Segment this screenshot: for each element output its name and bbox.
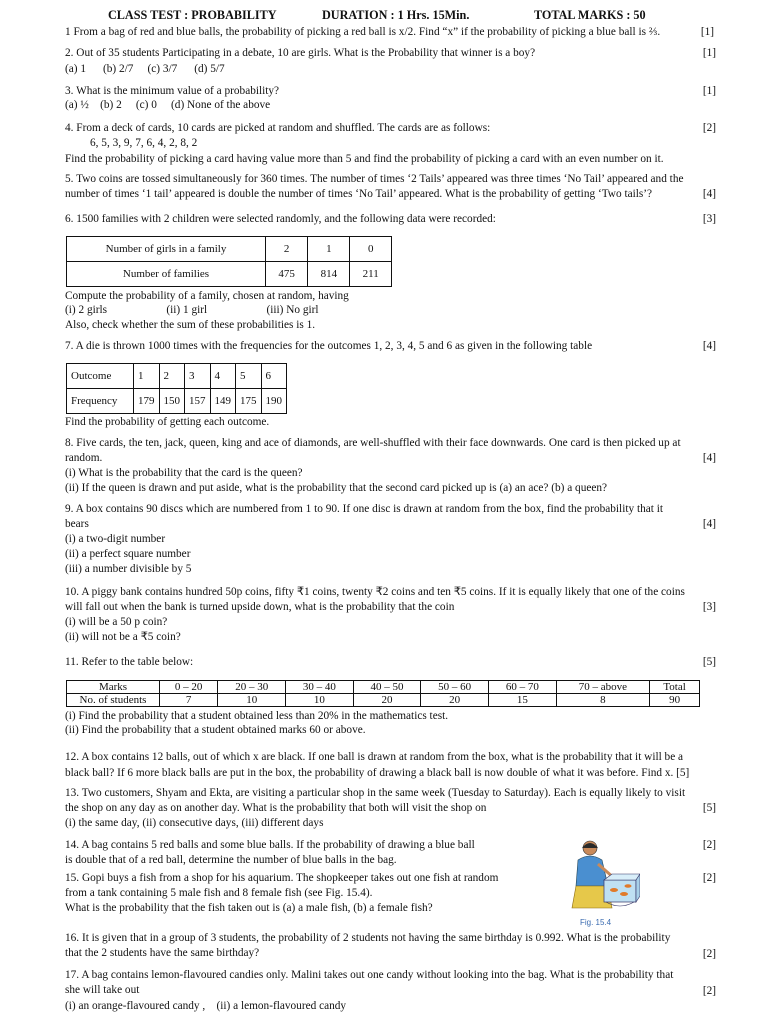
q14-line1: 14. A bag contains 5 red balls and some blue balls. If the probability of drawing a blue ball [65, 839, 475, 851]
q6-marks: [3] [702, 213, 716, 225]
table-cell: 30 – 40 [286, 681, 354, 694]
q6-after2: (i) 2 girls (ii) 1 girl (iii) No girl [65, 304, 319, 316]
test-title: CLASS TEST : PROBABILITY [108, 8, 277, 22]
q10-line2: will fall out when the bank is turned upside down, what is the probability that the coin [65, 601, 455, 613]
q13-sub: (i) the same day, (ii) consecutive days, (iii) different days [65, 817, 324, 829]
figure-caption: Fig. 15.4 [580, 918, 612, 927]
q8-sub1: (i) What is the probability that the card is the queen? [65, 467, 303, 479]
q3-marks: [1] [702, 85, 716, 97]
table-cell: 2 [266, 237, 308, 262]
q2-marks: [1] [702, 47, 716, 59]
q8-line2: random. [65, 452, 103, 464]
table-cell: 10 [286, 694, 354, 707]
q7-text: 7. A die is thrown 1000 times with the frequencies for the outcomes 1, 2, 3, 4, 5 and 6 as given in the following table [65, 340, 593, 352]
q15-marks: [2] [702, 872, 716, 884]
q17-marks: [2] [702, 985, 716, 997]
table-row [67, 694, 700, 707]
q12-line1: 12. A box contains 12 balls, out of which x are black. If one ball is drawn at random from the box, what is the probability that it will be a [65, 751, 684, 763]
q6-after1: Compute the probability of a family, chosen at random, having [65, 290, 349, 302]
table-cell: Frequency [67, 389, 134, 414]
q13-line2: the shop on any day as on another day. What is the probability that both will visit the shop on [65, 802, 487, 814]
q9-line2: bears [65, 518, 89, 530]
q5-marks: [4] [702, 188, 716, 200]
q17-line2: she will take out [65, 984, 140, 996]
q17-line1: 17. A bag contains lemon-flavoured candies only. Malini takes out one candy without looking into the bag. What is the probability that [65, 969, 674, 981]
table-cell: 70 – above [556, 681, 649, 694]
q8-line1: 8. Five cards, the ten, jack, queen, king and ace of diamonds, are well-shuffled with their face downwards. One card is then picked up at [65, 437, 681, 449]
q11-text: 11. Refer to the table below: [65, 656, 194, 668]
table-cell: 1 [134, 364, 160, 389]
q10-sub2: (ii) will not be a ₹5 coin? [65, 631, 181, 643]
q3-options: (a) ½ (b) 2 (c) 0 (d) None of the above [65, 99, 271, 111]
q8-sub2: (ii) If the queen is drawn and put aside, what is the probability that the second card picked up is (a) an ace? (b) a queen? [65, 482, 608, 494]
q10-marks: [3] [702, 601, 716, 613]
table-cell: 20 [353, 694, 421, 707]
q6-after3: Also, check whether the sum of these probabilities is 1. [65, 319, 316, 331]
table-cell: 3 [185, 364, 211, 389]
q10-sub1: (i) will be a 50 p coin? [65, 616, 168, 628]
q9-sub3: (iii) a number divisible by 5 [65, 563, 192, 575]
q8-marks: [4] [702, 452, 716, 464]
q9-sub1: (i) a two-digit number [65, 533, 166, 545]
table-cell: 50 – 60 [421, 681, 489, 694]
table-cell: 175 [236, 389, 262, 414]
table-cell: 149 [210, 389, 236, 414]
q11-sub1: (i) Find the probability that a student obtained less than 20% in the mathematics test. [65, 710, 449, 722]
q6-table [66, 236, 392, 287]
table-cell: 7 [160, 694, 218, 707]
q7-marks: [4] [702, 340, 716, 352]
table-cell: 8 [556, 694, 649, 707]
table-cell: 4 [210, 364, 236, 389]
q13-marks: [5] [702, 802, 716, 814]
q15-line3: What is the probability that the fish taken out is (a) a male fish, (b) a female fish? [65, 902, 433, 914]
table-cell: Marks [67, 681, 160, 694]
table-cell: 15 [488, 694, 556, 707]
table-cell: 157 [185, 389, 211, 414]
table-cell: 190 [261, 389, 287, 414]
q15-line2: from a tank containing 5 male fish and 8 female fish (see Fig. 15.4). [65, 887, 373, 899]
q6-text: 6. 1500 families with 2 children were selected randomly, and the following data were recorded: [65, 213, 496, 225]
table-cell: 179 [134, 389, 160, 414]
q13-line1: 13. Two customers, Shyam and Ekta, are visiting a particular shop in the same week (Tuesday to Saturday). Each is equally likely to visit [65, 787, 686, 799]
test-total-marks: TOTAL MARKS : 50 [534, 8, 646, 22]
table-cell: 2 [159, 364, 185, 389]
table-cell: 60 – 70 [488, 681, 556, 694]
table-cell: Outcome [67, 364, 134, 389]
table-cell: 0 [350, 237, 392, 262]
table-cell: 20 [421, 694, 489, 707]
q9-line1: 9. A box contains 90 discs which are numbered from 1 to 90. If one disc is drawn at random from the box, find the probability that it [65, 503, 663, 515]
table-cell: No. of students [67, 694, 160, 707]
table-cell: 814 [308, 262, 350, 287]
table-cell: 40 – 50 [353, 681, 421, 694]
table-cell: Total [650, 681, 700, 694]
q16-line1: 16. It is given that in a group of 3 students, the probability of 2 students not having the same birthday is 0.992. What is the probability [65, 932, 671, 944]
q2-options: (a) 1 (b) 2/7 (c) 3/7 (d) 5/7 [65, 63, 225, 75]
q4-cards: 6, 5, 3, 9, 7, 6, 4, 2, 8, 2 [90, 137, 198, 149]
table-cell: 1 [308, 237, 350, 262]
table-cell: Number of girls in a family [67, 237, 266, 262]
table-cell: 0 – 20 [160, 681, 218, 694]
shopkeeper-fish-tank-figure [568, 838, 640, 916]
table-row [67, 364, 287, 389]
q5-line2: number of times ‘1 tail’ appeared is double the number of times ‘No Tail’ appeared. What is the probability of getting ‘Two tails’? [65, 188, 653, 200]
q3-text: 3. What is the minimum value of a probability? [65, 85, 280, 97]
q1-marks: [1] [700, 26, 714, 38]
test-duration: DURATION : 1 Hrs. 15Min. [322, 8, 470, 22]
q4-marks: [2] [702, 122, 716, 134]
table-row [67, 237, 392, 262]
q7-table [66, 363, 287, 414]
q11-marks: [5] [702, 656, 716, 668]
q10-line1: 10. A piggy bank contains hundred 50p coins, fifty ₹1 coins, twenty ₹2 coins and ten ₹5 coins. If it is equally likely that one of the coins [65, 586, 685, 598]
q11-table [66, 680, 700, 707]
q14-marks: [2] [702, 839, 716, 851]
q7-after: Find the probability of getting each outcome. [65, 416, 270, 428]
q14-line2: is double that of a red ball, determine the number of blue balls in the bag. [65, 854, 397, 866]
q4-text: 4. From a deck of cards, 10 cards are picked at random and shuffled. The cards are as follows: [65, 122, 491, 134]
q2-text: 2. Out of 35 students Participating in a debate, 10 are girls. What is the Probability that winner is a boy? [65, 47, 536, 59]
table-cell: 150 [159, 389, 185, 414]
q16-marks: [2] [702, 948, 716, 960]
q11-sub2: (ii) Find the probability that a student obtained marks 60 or above. [65, 724, 366, 736]
table-cell: 5 [236, 364, 262, 389]
table-row [67, 262, 392, 287]
table-row [67, 681, 700, 694]
table-cell: Number of families [67, 262, 266, 287]
table-cell: 6 [261, 364, 287, 389]
q5-line1: 5. Two coins are tossed simultaneously for 360 times. The number of times ‘2 Tails’ appeared was three times ‘No Tail’ appeared and the [65, 173, 684, 185]
q15-line1: 15. Gopi buys a fish from a shop for his aquarium. The shopkeeper takes out one fish at random [65, 872, 499, 884]
q1-text: 1 From a bag of red and blue balls, the probability of picking a red ball is x/2. Find “x” if the probability of picking a blue ball is ⅔. [65, 26, 661, 38]
q9-sub2: (ii) a perfect square number [65, 548, 191, 560]
q12-line2: black ball? If 6 more black balls are put in the box, the probability of drawing a black ball is now double of what it was before. Find x. [5] [65, 767, 690, 779]
q16-line2: that the 2 students have the same birthday? [65, 947, 260, 959]
table-cell: 90 [650, 694, 700, 707]
q4-question: Find the probability of picking a card having value more than 5 and find the probability of picking a card with an even number on it. [65, 153, 664, 165]
q17-sub: (i) an orange-flavoured candy , (ii) a lemon-flavoured candy [65, 1000, 347, 1012]
table-cell: 20 – 30 [218, 681, 286, 694]
table-cell: 10 [218, 694, 286, 707]
q9-marks: [4] [702, 518, 716, 530]
table-cell: 475 [266, 262, 308, 287]
table-row [67, 389, 287, 414]
table-cell: 211 [350, 262, 392, 287]
